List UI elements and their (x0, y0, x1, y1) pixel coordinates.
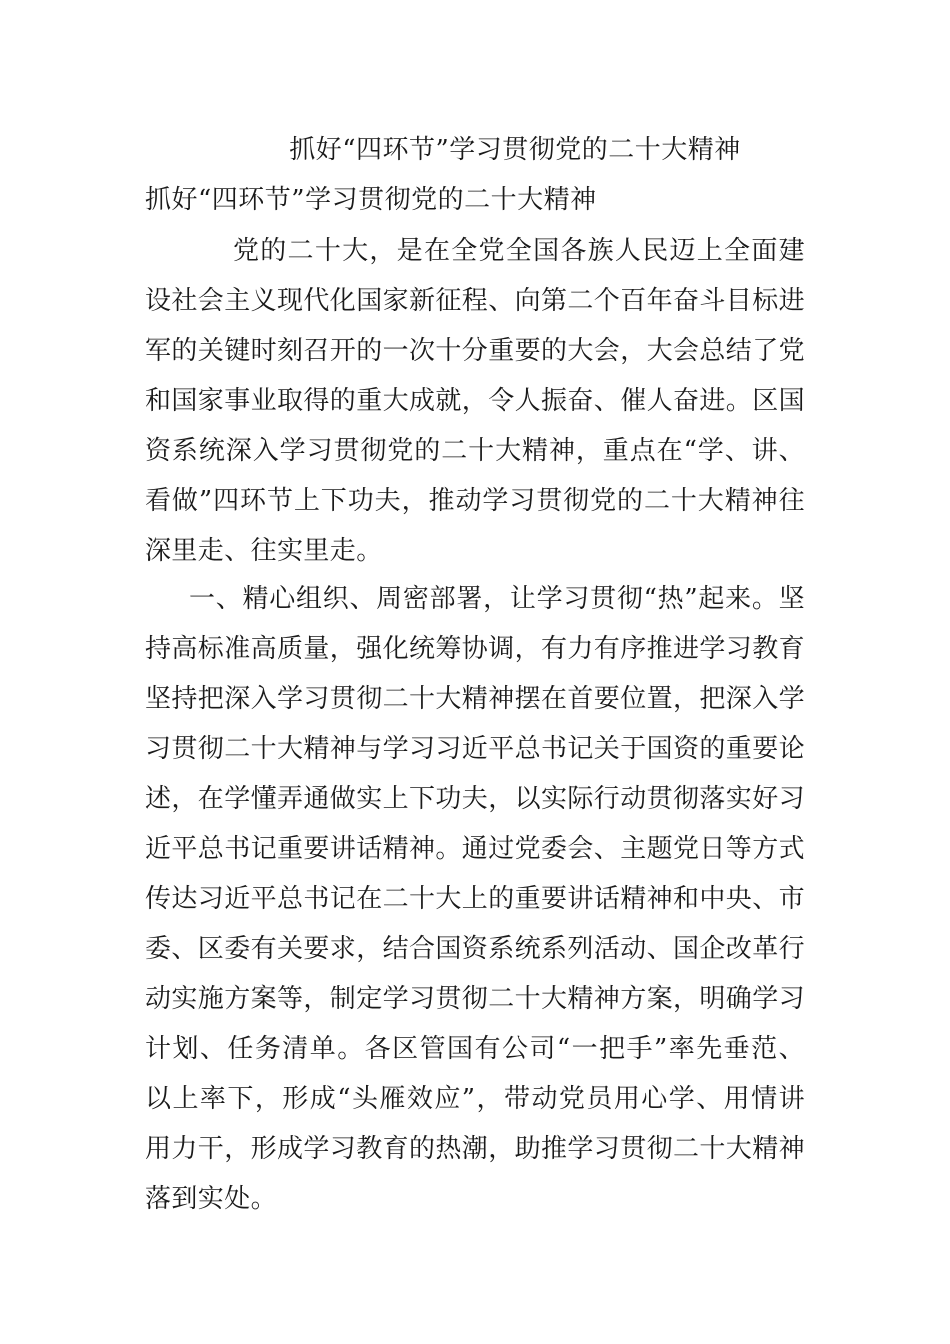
document-title (0, 132, 950, 168)
paragraph-section-one: 一、精心组织、周密部署，让学习贯彻“热”起来。坚持高标准高质量，强化统筹协调，有力有序推进学习教育坚持把深入学习贯彻二十大精神摆在首要位置，把深入学习贯彻二十大精神与学习习近平总书记关于国资的重要论述，在学懂弄通做实上下功夫，以实际行动贯彻落实好习近平总书记重要讲话精神。通过党委会、主题党日等方式传达习近平总书记在二十大上的重要讲话精神和中央、市委、区委有关要求，结合国资系统系列活动、国企改革行动实施方案等，制定学习贯彻二十大精神方案，明确学习计划、任务清单。各区管国有公司“一把手”率先垂范、以上率下，形成“头雁效应”，带动党员用心学、用情讲用力干，形成学习教育的热潮，助推学习贯彻二十大精神落到实处。 (145, 584, 806, 1214)
document-subtitle: 抓好“四环节”学习贯彻党的二十大精神 (145, 185, 597, 215)
document-title-text: 抓好“四环节”学习贯彻党的二十大精神 (289, 135, 741, 165)
paragraph-intro: 党的二十大，是在全党全国各族人民迈上全面建设社会主义现代化国家新征程、向第二个百年奋斗目标进军的关键时刻召开的一次十分重要的大会，大会总结了党和国家事业取得的重大成就，令人振奋、催人奋进。区国资系统深入学习贯彻党的二十大精神，重点在“学、讲、看做”四环节上下功夫，推动学习贯彻党的二十大精神往深里走、往实里走。 (145, 236, 806, 566)
